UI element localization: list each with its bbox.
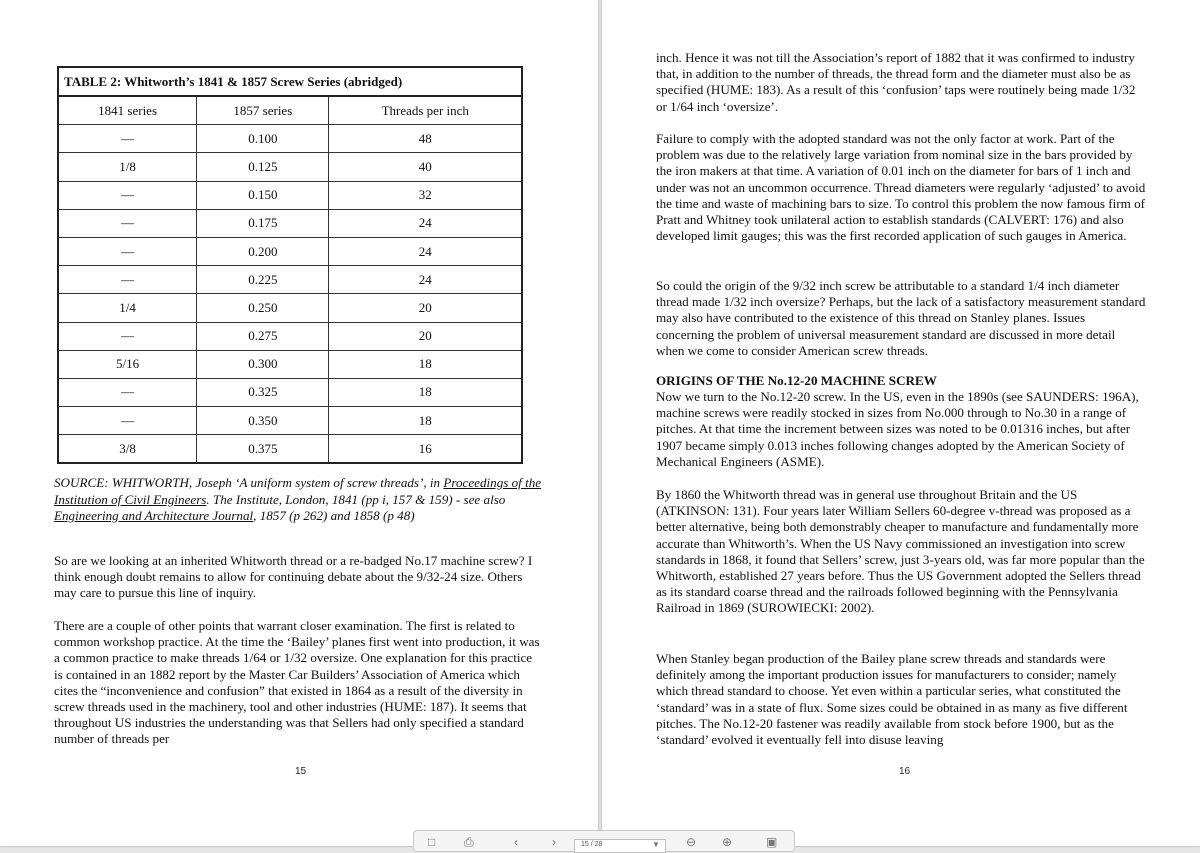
table-row: [58, 407, 522, 435]
table-cell: 18: [329, 378, 522, 406]
paragraph: So are we looking at an inherited Whitworth thread or a re-badged No.17 machine screw? I think enough doubt remains to allow for continuing debate about the 9/32-24 size. Others may care to pursue this line of inquiry.: [54, 553, 533, 601]
fit-page-icon[interactable]: ▣: [766, 835, 778, 849]
table-cell: 1/4: [58, 294, 197, 322]
table-row: [58, 350, 522, 378]
table-cell: 0.375: [197, 435, 329, 464]
save-icon[interactable]: □: [428, 835, 436, 849]
table-cell: 16: [329, 435, 522, 464]
table-row: [58, 378, 522, 406]
paragraph: So could the origin of the 9/32 inch screw be attributable to a standard 1/4 inch diameter thread made 1/32 inch oversize? Perhaps, but the lack of a satisfactory measurement standard may also have contributed to the existence of this thread on Stanley planes. Issues concerning the problem of universal measurement standard are discussed in more detail when we come to consider American screw threads.: [656, 278, 1146, 358]
table-cell: —: [58, 378, 197, 406]
table-cell: 40: [329, 153, 522, 181]
table-row: [58, 237, 522, 265]
zoom-out-icon[interactable]: ⊖: [686, 835, 697, 849]
table-cell: 24: [329, 237, 522, 265]
table-source-note: [54, 475, 544, 525]
table-cell: 0.175: [197, 209, 329, 237]
dropdown-icon[interactable]: ▼: [652, 840, 660, 849]
table-body: [58, 125, 522, 464]
print-icon[interactable]: ⎙: [464, 835, 474, 849]
table-cell: 0.300: [197, 350, 329, 378]
table-cell: 48: [329, 125, 522, 153]
table-cell: 24: [329, 266, 522, 294]
source-journal-link: Proceedings of the Institution of Civil Engineers: [54, 475, 542, 507]
table-row: [58, 435, 522, 464]
prev-page-icon[interactable]: ‹: [514, 835, 518, 849]
table-row: [58, 209, 522, 237]
table-cell: 0.275: [197, 322, 329, 350]
table-cell: —: [58, 266, 197, 294]
source-text: , 1857 (p 262) and 1858 (p 48): [253, 508, 415, 523]
table-cell: —: [58, 209, 197, 237]
table-row: [58, 181, 522, 209]
table-row: [58, 322, 522, 350]
table-cell: —: [58, 181, 197, 209]
table-cell: 5/16: [58, 350, 197, 378]
table-cell: 0.125: [197, 153, 329, 181]
paragraph: Failure to comply with the adopted standard was not the only factor at work. Part of the problem was due to the relatively large variation from nominal size in the bars provided by the iron makers at that time. A variation of 0.01 inch on the diameter for bars of 1 inch and under was not an uncommon occurrence. Thread diameters were regularly ‘adjusted’ to avoid the time and waste of machining bars to size. To control this problem the now famous firm of Pratt and Whitney took unilateral action to establish standards (CALVERT: 176) and also developed limit gauges; this was the first recorded application of such gauges in America.: [656, 131, 1146, 244]
pdf-viewer-toolbar: [413, 830, 795, 852]
table-cell: 0.150: [197, 181, 329, 209]
table-cell: —: [58, 322, 197, 350]
screw-series-table: [57, 66, 523, 464]
table-cell: 20: [329, 294, 522, 322]
table-cell: 1/8: [58, 153, 197, 181]
table-cell: 3/8: [58, 435, 197, 464]
table-header-row: [58, 96, 522, 125]
table-cell: —: [58, 407, 197, 435]
paragraph: Now we turn to the No.12-20 screw. In the US, even in the 1890s (see SAUNDERS: 196A), machine screws were readily stocked in sizes from No.000 through to No.30 in a range of pitches. At that time the increment between sizes was noted to be 0.01316 inches, but after 1907 became simply 0.013 inches following changes adopted by the American Society of Mechanical Engineers (ASME).: [656, 389, 1139, 469]
table-title: TABLE 2: Whitworth’s 1841 & 1857 Screw Series (abridged): [58, 67, 522, 96]
table-cell: —: [58, 125, 197, 153]
paragraph: When Stanley began production of the Bailey plane screw threads and standards were definitely among the important production issues for manufacturers to consider; namely which thread standard to choose. Yet even within a particular series, what constituted the ‘standard’ was in a state of flux. Some sizes could be obtained in as many as five different pitches. The No.12-20 fastener was readily available from stock before 1900, but as the ‘standard’ evolved it eventually fell into disuse leaving: [656, 651, 1128, 748]
paragraph: By 1860 the Whitworth thread was in general use throughout Britain and the US (ATKINSON: 131). Four years later William Sellers 60-degree v-thread was proposed as a better alternative, being both demonstrably cheaper to manufacture and fundamentally more accurate than Whitworth’s. When the US Navy commissioned an investigation into screw standards in 1868, it found that Sellers’ screw, just 3-years old, was far more popular than the Whitworth, established 27 years before. Thus the US Government adopted the Sellers thread as its standard coarse thread and the railroads followed beginning with the Pennsylvania Railroad in 1869 (SUROWIECKI: 2002).: [656, 487, 1145, 616]
table-cell: 0.100: [197, 125, 329, 153]
table-cell: 24: [329, 209, 522, 237]
paragraph: inch. Hence it was not till the Association’s report of 1882 that it was confirmed to industry that, in addition to the number of threads, the thread form and the diameter must also be as specified (HUME: 183). As a result of this ‘confusion’ taps were routinely being made 1/32 or 1/64 inch ‘oversize’.: [656, 50, 1136, 114]
paragraph: There are a couple of other points that warrant closer examination. The first is related to common workshop practice. At the time the ‘Bailey’ planes first went into production, it was a common practice to make threads 1/64 or 1/32 oversize. One explanation for this practice is contained in an 1882 report by the Master Car Builders’ Association of America which cites the “inconvenience and confusion” that existed in 1864 as a result of the diversity in screw threads used in the machinery, tool and other industries (HUME: 187). It seems that throughout US industries the understanding was that Sellers had only specified a standard number of threads per: [54, 618, 540, 747]
table-row: [58, 266, 522, 294]
table-row: [58, 125, 522, 153]
table-cell: 32: [329, 181, 522, 209]
table-row: [58, 294, 522, 322]
table-cell: 20: [329, 322, 522, 350]
table-header-cell: 1857 series: [197, 96, 329, 125]
table-cell: 0.200: [197, 237, 329, 265]
source-journal-link: Engineering and Architecture Journal: [54, 508, 254, 523]
table-cell: 0.350: [197, 407, 329, 435]
page-number: 15: [295, 766, 307, 777]
table-header-cell: 1841 series: [58, 96, 197, 125]
source-text: . The Institute, London, 1841 (pp i, 157 & 159) - see also: [206, 491, 506, 507]
table-cell: —: [58, 237, 197, 265]
table-cell: 0.225: [197, 266, 329, 294]
table-row: [58, 153, 522, 181]
left-page: [0, 0, 598, 849]
section-heading: ORIGINS OF THE No.12-20 MACHINE SCREW: [656, 373, 937, 388]
table-cell: 18: [329, 407, 522, 435]
page-number: 16: [899, 766, 911, 777]
table-cell: 0.250: [197, 294, 329, 322]
page-number-field[interactable]: 15 / 28: [574, 839, 666, 853]
right-page: [602, 0, 1200, 849]
source-text: SOURCE: WHITWORTH, Joseph ‘A uniform system of screw threads’, in: [54, 475, 441, 490]
table-cell: 0.325: [197, 378, 329, 406]
table-cell: 18: [329, 350, 522, 378]
next-page-icon[interactable]: ›: [552, 835, 556, 849]
zoom-in-icon[interactable]: ⊕: [722, 835, 733, 849]
table-header-cell: Threads per inch: [329, 96, 522, 125]
